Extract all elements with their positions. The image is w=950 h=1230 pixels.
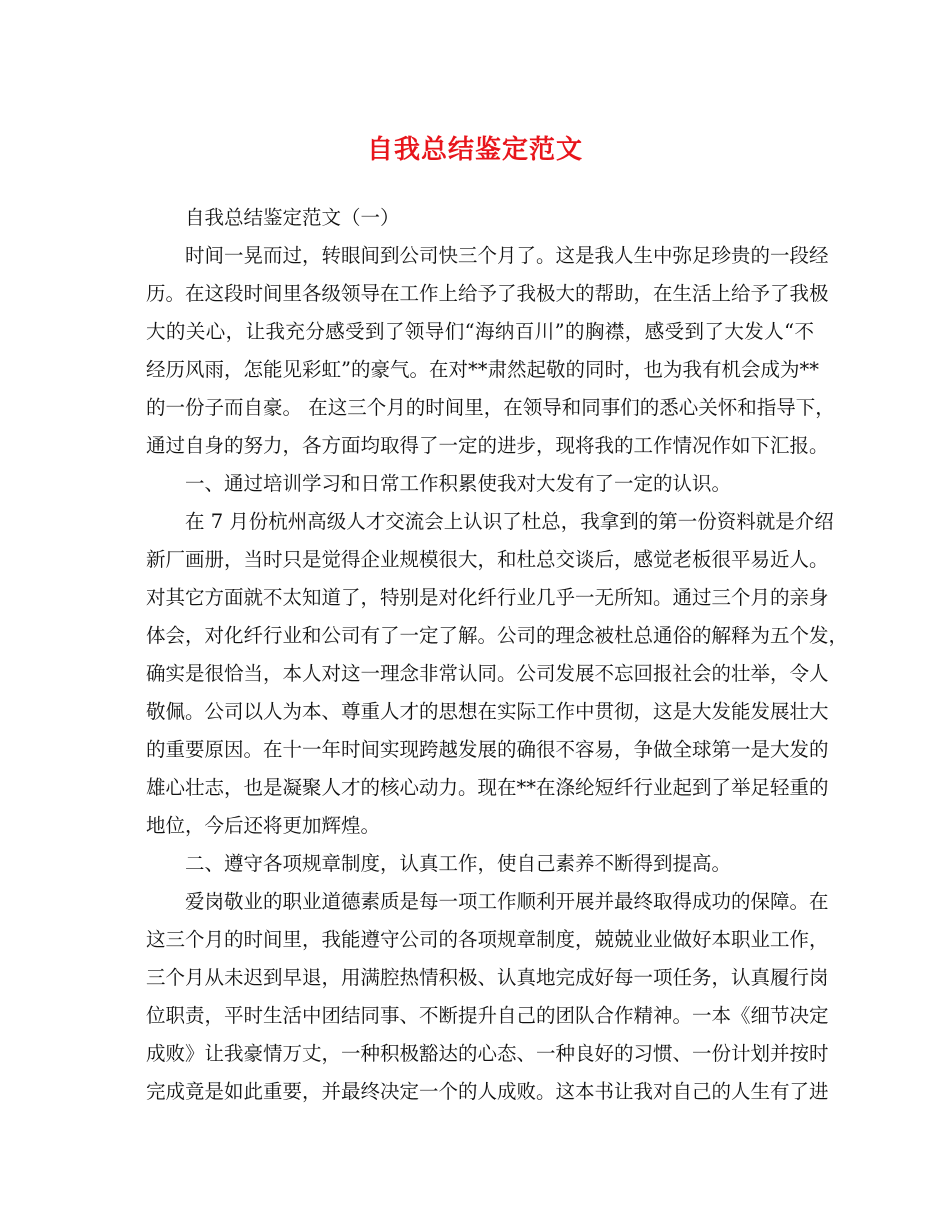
- section-heading: 一、通过培训学习和日常工作积累使我对大发有了一定的认识。: [185, 472, 732, 495]
- paragraph-line: 历。在这段时间里各级领导在工作上给予了我极大的帮助，在生活上给予了我极: [146, 282, 829, 305]
- paragraph-line: 确实是很恰当，本人对这一理念非常认同。公司发展不忘回报社会的壮举，令人: [146, 662, 829, 685]
- paragraph-line: 雄心壮志，也是凝聚人才的核心动力。现在**在涤纶短纤行业起到了举足轻重的: [146, 776, 829, 799]
- document-title: 自我总结鉴定范文: [366, 135, 583, 165]
- paragraph-line: 地位，今后还将更加辉煌。: [146, 814, 381, 837]
- paragraph-line: 在 7 月份杭州高级人才交流会上认识了杜总，我拿到的第一份资料就是介绍: [185, 510, 834, 533]
- paragraph-line: 爱岗敬业的职业道德素质是每一项工作顺利开展并最终取得成功的保障。在: [185, 890, 829, 913]
- paragraph-line: 的重要原因。在十一年时间实现跨越发展的确很不容易，争做全球第一是大发的: [146, 738, 829, 761]
- section-heading: 自我总结鉴定范文（一）: [185, 206, 400, 229]
- paragraph-line: 位职责，平时生活中团结同事、不断提升自己的团队合作精神。一本《细节决定: [146, 1004, 829, 1027]
- paragraph-line: 三个月从未迟到早退，用满腔热情积极、认真地完成好每一项任务，认真履行岗: [146, 966, 829, 989]
- paragraph-line: 完成竟是如此重要，并最终决定一个的人成败。这本书让我对自己的人生有了进: [146, 1080, 829, 1103]
- paragraph-line: 这三个月的时间里，我能遵守公司的各项规章制度，兢兢业业做好本职业工作，: [146, 928, 829, 951]
- paragraph-line: 新厂画册，当时只是觉得企业规模很大，和杜总交谈后，感觉老板很平易近人。: [146, 548, 829, 571]
- paragraph-line: 对其它方面就不太知道了，特别是对化纤行业几乎一无所知。通过三个月的亲身: [146, 586, 829, 609]
- paragraph-line: 成败》让我豪情万丈，一种积极豁达的心态、一种良好的习惯、一份计划并按时: [146, 1042, 829, 1065]
- paragraph-line: 的一份子而自豪。 在这三个月的时间里，在领导和同事们的悉心关怀和指导下，: [146, 396, 835, 419]
- paragraph-line: 敬佩。公司以人为本、尊重人才的思想在实际工作中贯彻，这是大发能发展壮大: [146, 700, 829, 723]
- paragraph-line: 经历风雨，怎能见彩虹”的豪气。在对**肃然起敬的同时，也为我有机会成为**: [146, 358, 819, 381]
- paragraph-line: 通过自身的努力，各方面均取得了一定的进步，现将我的工作情况作如下汇报。: [146, 434, 829, 457]
- section-heading: 二、遵守各项规章制度，认真工作，使自己素养不断得到提高。: [185, 852, 732, 875]
- paragraph-line: 体会，对化纤行业和公司有了一定了解。公司的理念被杜总通俗的解释为五个发，: [146, 624, 849, 647]
- paragraph-line: 大的关心，让我充分感受到了领导们“海纳百川”的胸襟，感受到了大发人“不: [146, 320, 814, 343]
- paragraph-line: 时间一晃而过，转眼间到公司快三个月了。这是我人生中弥足珍贵的一段经: [185, 244, 829, 267]
